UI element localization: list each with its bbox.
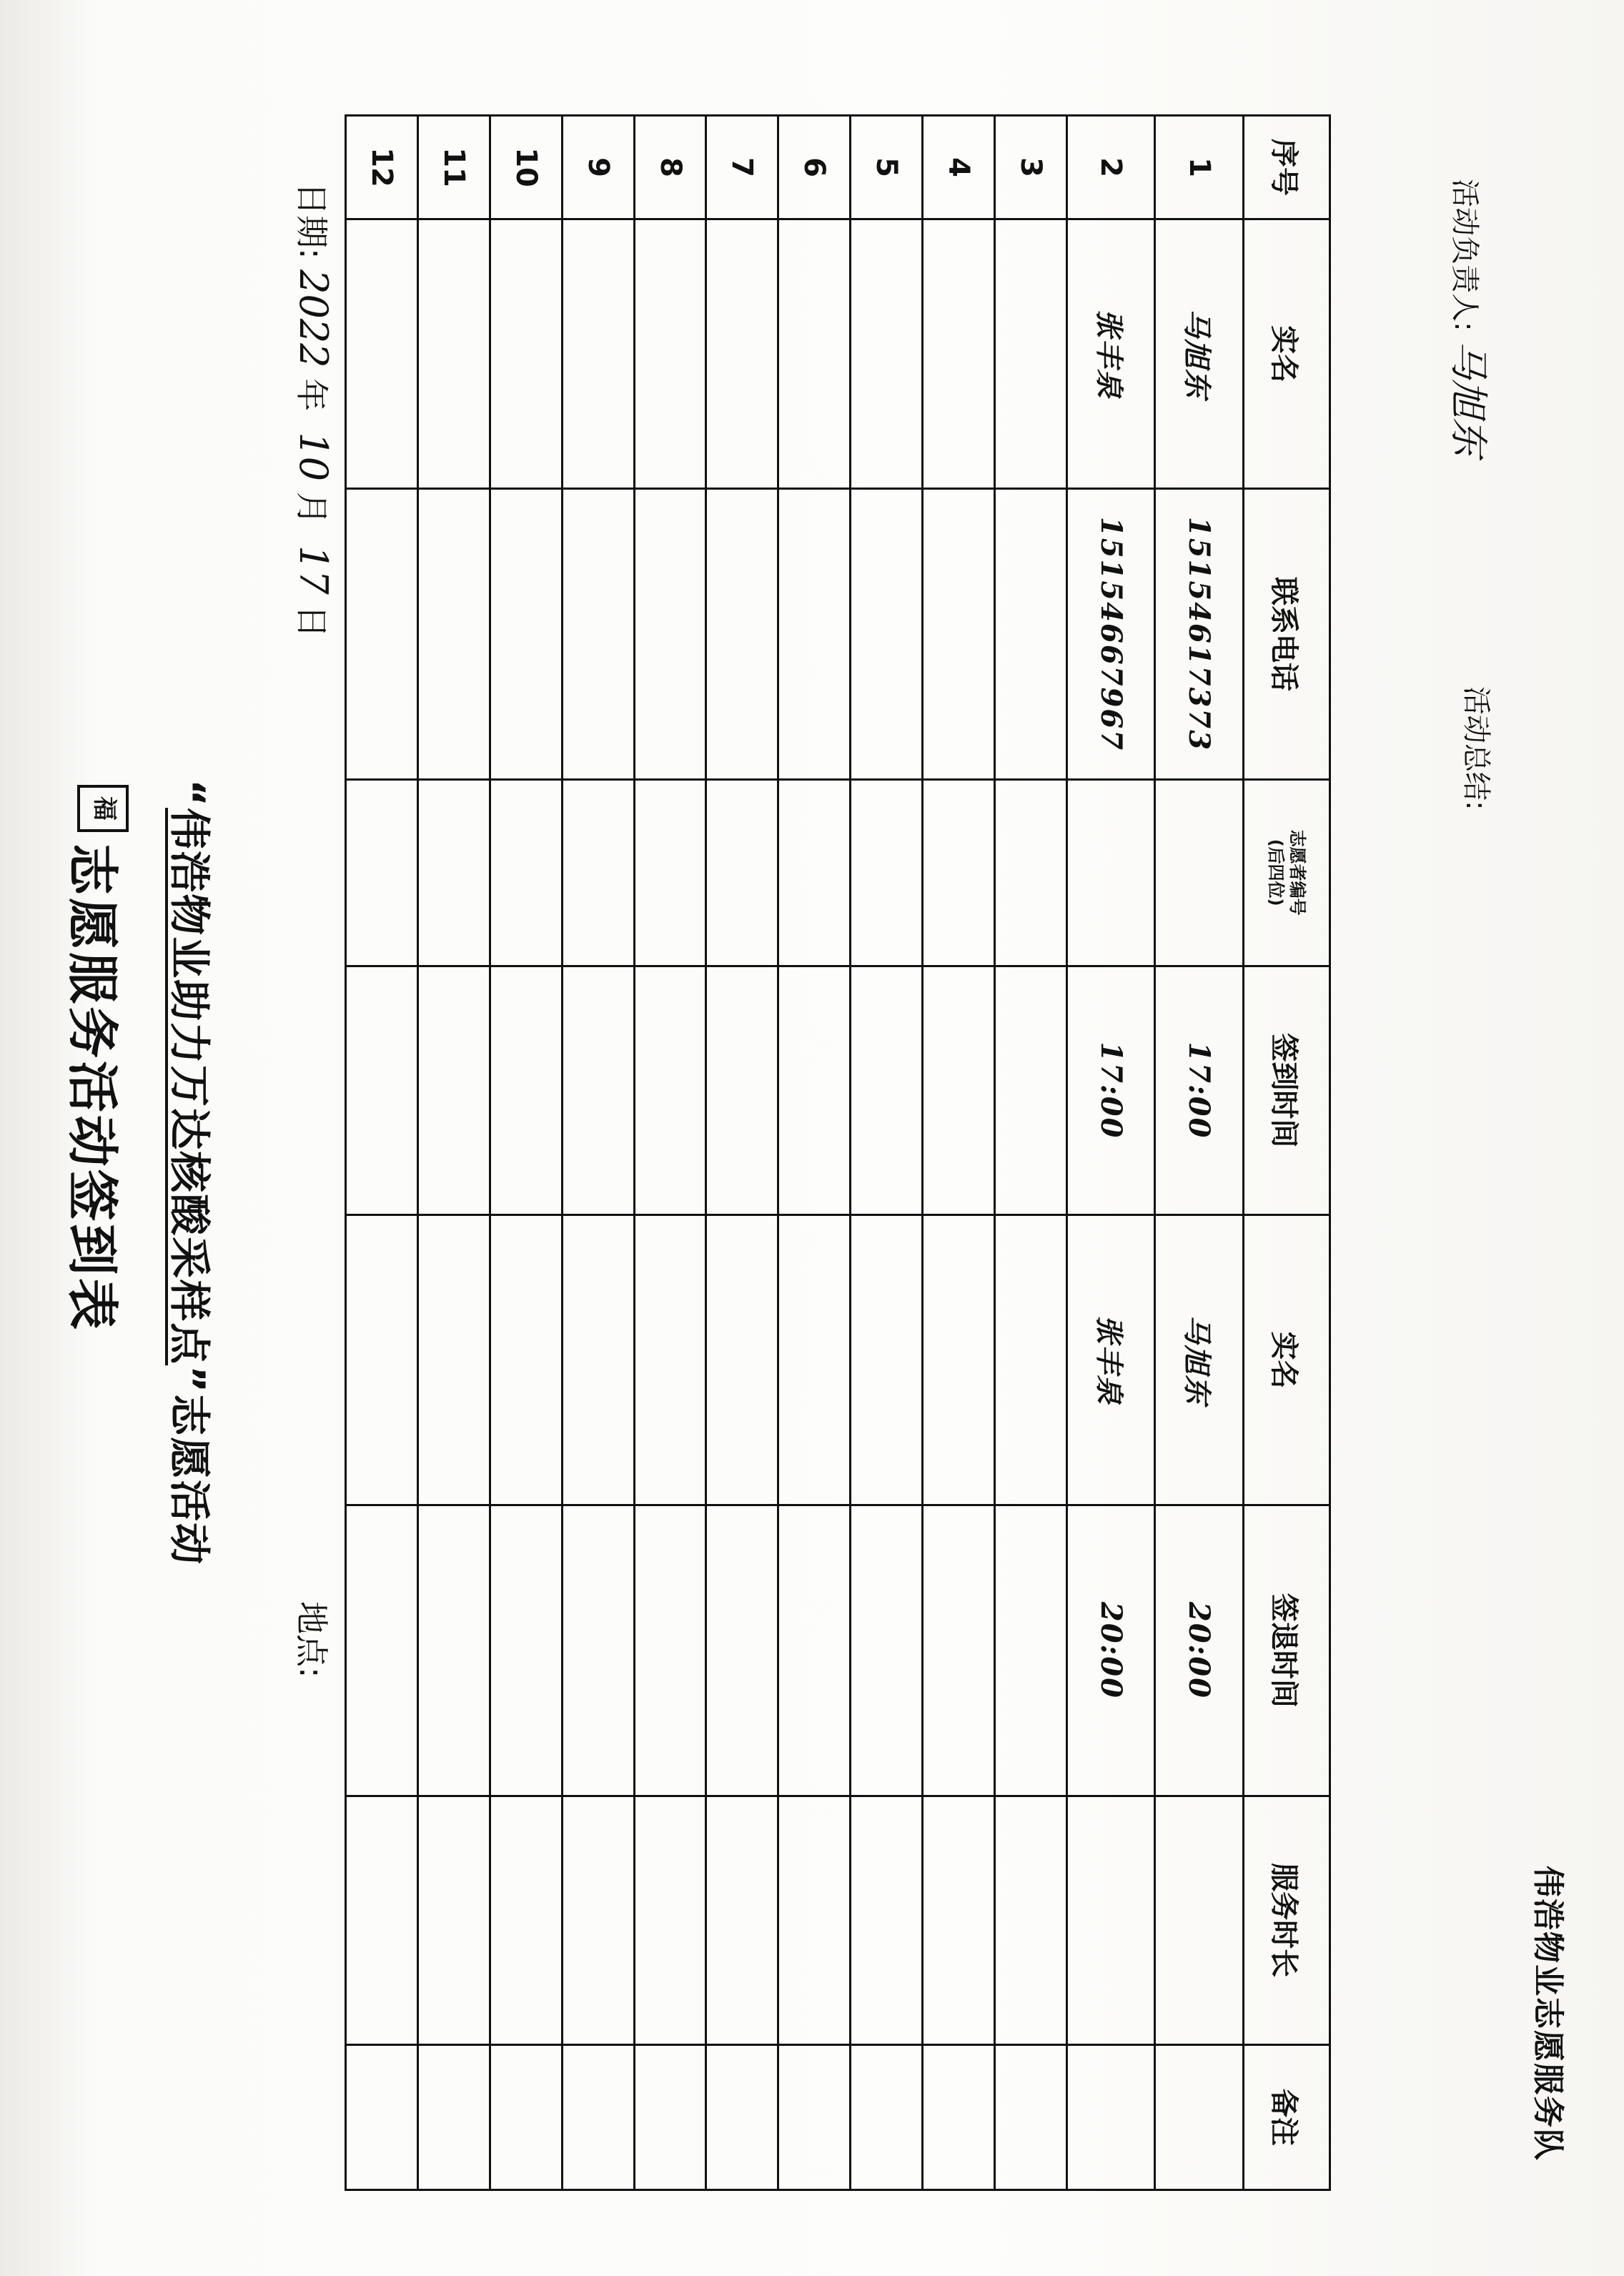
row-checkout [634, 1505, 706, 1796]
row-checkout: 20:00 [1155, 1505, 1244, 1796]
header-index: 序号 [1244, 116, 1330, 219]
sheet-title: 志愿服务活动签到表 [62, 843, 122, 1333]
table-row [706, 116, 778, 2190]
row-remark [490, 2044, 562, 2190]
row-phone [346, 489, 418, 779]
row-checkout [851, 1505, 923, 1796]
table-row [923, 116, 995, 2190]
activity-suffix: 志愿活动 [165, 1394, 214, 1566]
row-checkin: 17:00 [1155, 966, 1244, 1214]
row-volunteer-no [346, 779, 418, 966]
row-phone: 15154667967 [1066, 489, 1155, 779]
row-checkout: 20:00 [1066, 1505, 1155, 1796]
row-remark [778, 2044, 851, 2190]
row-name [562, 219, 634, 489]
row-index: 12 [346, 116, 418, 219]
row-phone [923, 489, 995, 779]
row-checkin [851, 966, 923, 1214]
row-signature [417, 1215, 490, 1505]
date-field [290, 182, 337, 638]
table-row [851, 116, 923, 2190]
table-row [562, 116, 634, 2190]
row-duration [995, 1796, 1067, 2044]
row-index: 1 [1155, 116, 1244, 219]
row-name [923, 219, 995, 489]
place-field [290, 1601, 337, 1678]
row-volunteer-no [778, 779, 851, 966]
row-phone [778, 489, 851, 779]
summary-field [1458, 686, 1499, 810]
row-index: 11 [417, 116, 490, 219]
row-index: 6 [778, 116, 851, 219]
place-label: 地点: [292, 1601, 331, 1678]
row-duration [1066, 1796, 1155, 2044]
row-remark [562, 2044, 634, 2190]
row-checkout [417, 1505, 490, 1796]
row-signature [346, 1215, 418, 1505]
table-header-row [1244, 116, 1330, 2190]
row-duration [851, 1796, 923, 2044]
row-checkin [562, 966, 634, 1214]
row-volunteer-no [634, 779, 706, 966]
row-name [706, 219, 778, 489]
row-signature [923, 1215, 995, 1505]
row-name [778, 219, 851, 489]
row-duration [346, 1796, 418, 2044]
row-volunteer-no [562, 779, 634, 966]
row-remark [706, 2044, 778, 2190]
quote-close: ” [165, 1365, 214, 1395]
row-checkout [923, 1505, 995, 1796]
header-remark: 备注 [1244, 2044, 1330, 2190]
row-remark [851, 2044, 923, 2190]
row-duration [923, 1796, 995, 2044]
row-name: 马旭东 [1155, 219, 1244, 489]
header-signature: 实名 [1244, 1215, 1330, 1505]
table-row [417, 116, 490, 2190]
row-duration [1155, 1796, 1244, 2044]
table-row [490, 116, 562, 2190]
row-checkout [490, 1505, 562, 1796]
team-name: 伟浩物业志愿服务队 [1530, 1866, 1566, 2162]
row-signature [634, 1215, 706, 1505]
row-volunteer-no [851, 779, 923, 966]
row-index: 5 [851, 116, 923, 219]
date-year-unit: 年 [292, 378, 331, 412]
row-signature [706, 1215, 778, 1505]
row-checkout [562, 1505, 634, 1796]
row-name [995, 219, 1067, 489]
row-remark [417, 2044, 490, 2190]
row-volunteer-no [1066, 779, 1155, 966]
row-name: 张丰泉 [1066, 219, 1155, 489]
leader-signature: 马旭东 [1446, 340, 1491, 457]
row-phone: 15154617373 [1155, 489, 1244, 779]
row-checkin [634, 966, 706, 1214]
row-index: 4 [923, 116, 995, 219]
table-row [346, 116, 418, 2190]
header-duration: 服务时长 [1244, 1796, 1330, 2044]
row-remark [346, 2044, 418, 2190]
header-checkin: 签到时间 [1244, 966, 1330, 1214]
row-checkin [490, 966, 562, 1214]
row-checkin [706, 966, 778, 1214]
row-phone [490, 489, 562, 779]
header-phone: 联系电话 [1244, 489, 1330, 779]
row-duration [706, 1796, 778, 2044]
row-signature [851, 1215, 923, 1505]
row-remark [634, 2044, 706, 2190]
table-row [634, 116, 706, 2190]
row-name [417, 219, 490, 489]
row-phone [995, 489, 1067, 779]
row-signature [995, 1215, 1067, 1505]
row-index: 2 [1066, 116, 1155, 219]
table-row [995, 116, 1067, 2190]
row-signature: 张丰泉 [1066, 1215, 1155, 1505]
row-duration [562, 1796, 634, 2044]
date-label: 日期: [292, 182, 331, 259]
row-phone [417, 489, 490, 779]
table-row [1155, 116, 1244, 2190]
summary-label: 活动总结: [1460, 686, 1492, 811]
row-name [346, 219, 418, 489]
row-checkin [778, 966, 851, 1214]
row-remark [1066, 2044, 1155, 2190]
row-duration [417, 1796, 490, 2044]
row-remark [995, 2044, 1067, 2190]
row-phone [634, 489, 706, 779]
row-phone [562, 489, 634, 779]
row-index: 10 [490, 116, 562, 219]
leader-label: 活动负责人: [1448, 179, 1481, 332]
header-name: 实名 [1244, 219, 1330, 489]
header-volunteer-no [1244, 779, 1330, 966]
volunteer-logo-icon: 福 [77, 785, 129, 832]
row-signature: 马旭东 [1155, 1215, 1244, 1505]
row-checkout [995, 1505, 1067, 1796]
row-name [634, 219, 706, 489]
table-row [778, 116, 851, 2190]
row-volunteer-no [706, 779, 778, 966]
row-checkout [706, 1505, 778, 1796]
row-name [851, 219, 923, 489]
row-name [490, 219, 562, 489]
row-duration [634, 1796, 706, 2044]
row-signature [562, 1215, 634, 1505]
signin-table [345, 114, 1331, 2191]
activity-subtitle [163, 779, 223, 1565]
header-volunteer-no-line1: 志愿者编号 [1287, 829, 1307, 916]
header-volunteer-no-line2: (后四位) [1266, 838, 1286, 906]
row-index: 3 [995, 116, 1067, 219]
table-body [346, 116, 1244, 2190]
row-index: 8 [634, 116, 706, 219]
date-day: 17 [291, 545, 336, 595]
project-name: 伟浩物业助力万达核酸采样点 [165, 808, 214, 1366]
leader-field [1444, 179, 1499, 456]
row-volunteer-no [490, 779, 562, 966]
row-phone [706, 489, 778, 779]
row-remark [923, 2044, 995, 2190]
row-checkin [346, 966, 418, 1214]
row-index: 7 [706, 116, 778, 219]
row-volunteer-no [995, 779, 1067, 966]
row-signature [490, 1215, 562, 1505]
date-month: 10 [291, 432, 336, 482]
row-volunteer-no [417, 779, 490, 966]
row-checkout [778, 1505, 851, 1796]
header-checkout: 签退时间 [1244, 1505, 1330, 1796]
row-volunteer-no [923, 779, 995, 966]
row-duration [490, 1796, 562, 2044]
row-checkout [346, 1505, 418, 1796]
date-month-unit: 月 [292, 491, 331, 525]
row-signature [778, 1215, 851, 1505]
row-volunteer-no [1155, 779, 1244, 966]
row-checkin [417, 966, 490, 1214]
date-year: 2022 [291, 269, 336, 368]
date-day-unit: 日 [292, 605, 331, 638]
row-phone [851, 489, 923, 779]
quote-open: “ [165, 779, 214, 808]
row-index: 9 [562, 116, 634, 219]
row-checkin: 17:00 [1066, 966, 1155, 1214]
row-duration [778, 1796, 851, 2044]
row-remark [1155, 2044, 1244, 2190]
row-checkin [995, 966, 1067, 1214]
table-row [1066, 116, 1155, 2190]
row-checkin [923, 966, 995, 1214]
